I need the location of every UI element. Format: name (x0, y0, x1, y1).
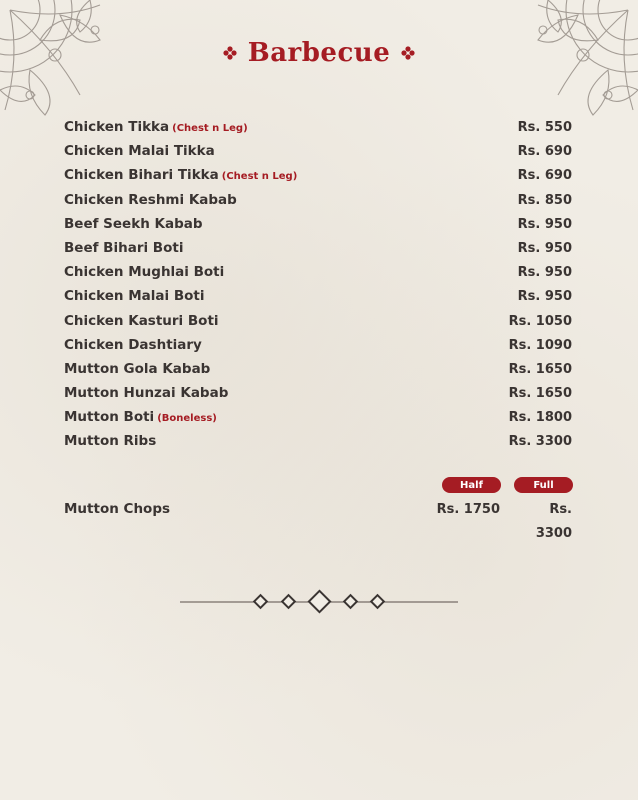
item-price: Rs. 850 (517, 192, 572, 208)
half-price: Rs. 1750 (436, 502, 500, 517)
item-name: Beef Seekh Kabab (64, 215, 203, 232)
page-header (0, 38, 638, 68)
half-badge: Half (442, 477, 501, 493)
item-name: Chicken Bihari Tikka (64, 167, 219, 184)
menu-item (64, 211, 572, 235)
item-name: Chicken Kasturi Boti (64, 312, 219, 329)
menu-item (64, 138, 572, 162)
item-name: Chicken Dashtiary (64, 336, 202, 353)
fleuron-icon (400, 45, 416, 61)
item-name: Chicken Malai Boti (64, 288, 205, 305)
fleuron-icon (222, 45, 238, 61)
menu-item (64, 162, 572, 186)
menu-item (64, 283, 572, 307)
item-price: Rs. 1650 (508, 386, 572, 402)
menu-item (64, 235, 572, 259)
item-name: Mutton Hunzai Kabab (64, 385, 229, 402)
menu-item (64, 428, 572, 452)
item-note: (Chest n Leg) (221, 171, 298, 183)
item-name: Beef Bihari Boti (64, 239, 184, 256)
menu-item (64, 332, 572, 356)
menu-item (64, 187, 572, 211)
item-price: Rs. 550 (517, 120, 572, 135)
menu-item (64, 404, 572, 428)
item-name: Mutton Gola Kabab (64, 360, 211, 377)
item-name: Chicken Tikka (64, 119, 170, 135)
item-name: Mutton Ribs (64, 433, 157, 450)
menu-item (64, 259, 572, 283)
item-price: Rs. 690 (517, 168, 572, 184)
item-name: Chicken Reshmi Kabab (64, 191, 237, 208)
item-price: Rs. 1650 (508, 361, 572, 377)
menu-item (64, 380, 572, 404)
item-price: Rs. 1090 (508, 337, 572, 353)
item-price: Rs. 1800 (508, 410, 572, 426)
item-name: Mutton Boti (64, 409, 155, 426)
portion-labels (442, 477, 573, 493)
page-title: Barbecue (247, 38, 391, 68)
item-name: Mutton Chops (64, 501, 171, 517)
menu-item (64, 308, 572, 332)
full-badge: Full (514, 477, 573, 493)
item-name: Chicken Malai Tikka (64, 143, 215, 160)
item-price: Rs. 950 (517, 216, 572, 232)
item-price: Rs. 690 (517, 144, 572, 160)
menu-item (64, 356, 572, 380)
item-note: (Boneless) (157, 413, 217, 425)
item-price: Rs. 950 (517, 265, 572, 281)
mutton-chops-row (64, 497, 572, 541)
menu-item (64, 114, 572, 138)
diamond-divider-icon (180, 588, 458, 616)
item-price: Rs. 950 (517, 240, 572, 256)
item-price: Rs. 950 (517, 289, 572, 305)
menu-list (64, 114, 572, 453)
item-note: (Chest n Leg) (172, 123, 248, 134)
item-price: Rs. 1050 (508, 313, 572, 329)
item-price: Rs. 3300 (508, 434, 572, 450)
item-name: Chicken Mughlai Boti (64, 264, 225, 281)
full-price: Rs. 3300 (535, 502, 572, 541)
